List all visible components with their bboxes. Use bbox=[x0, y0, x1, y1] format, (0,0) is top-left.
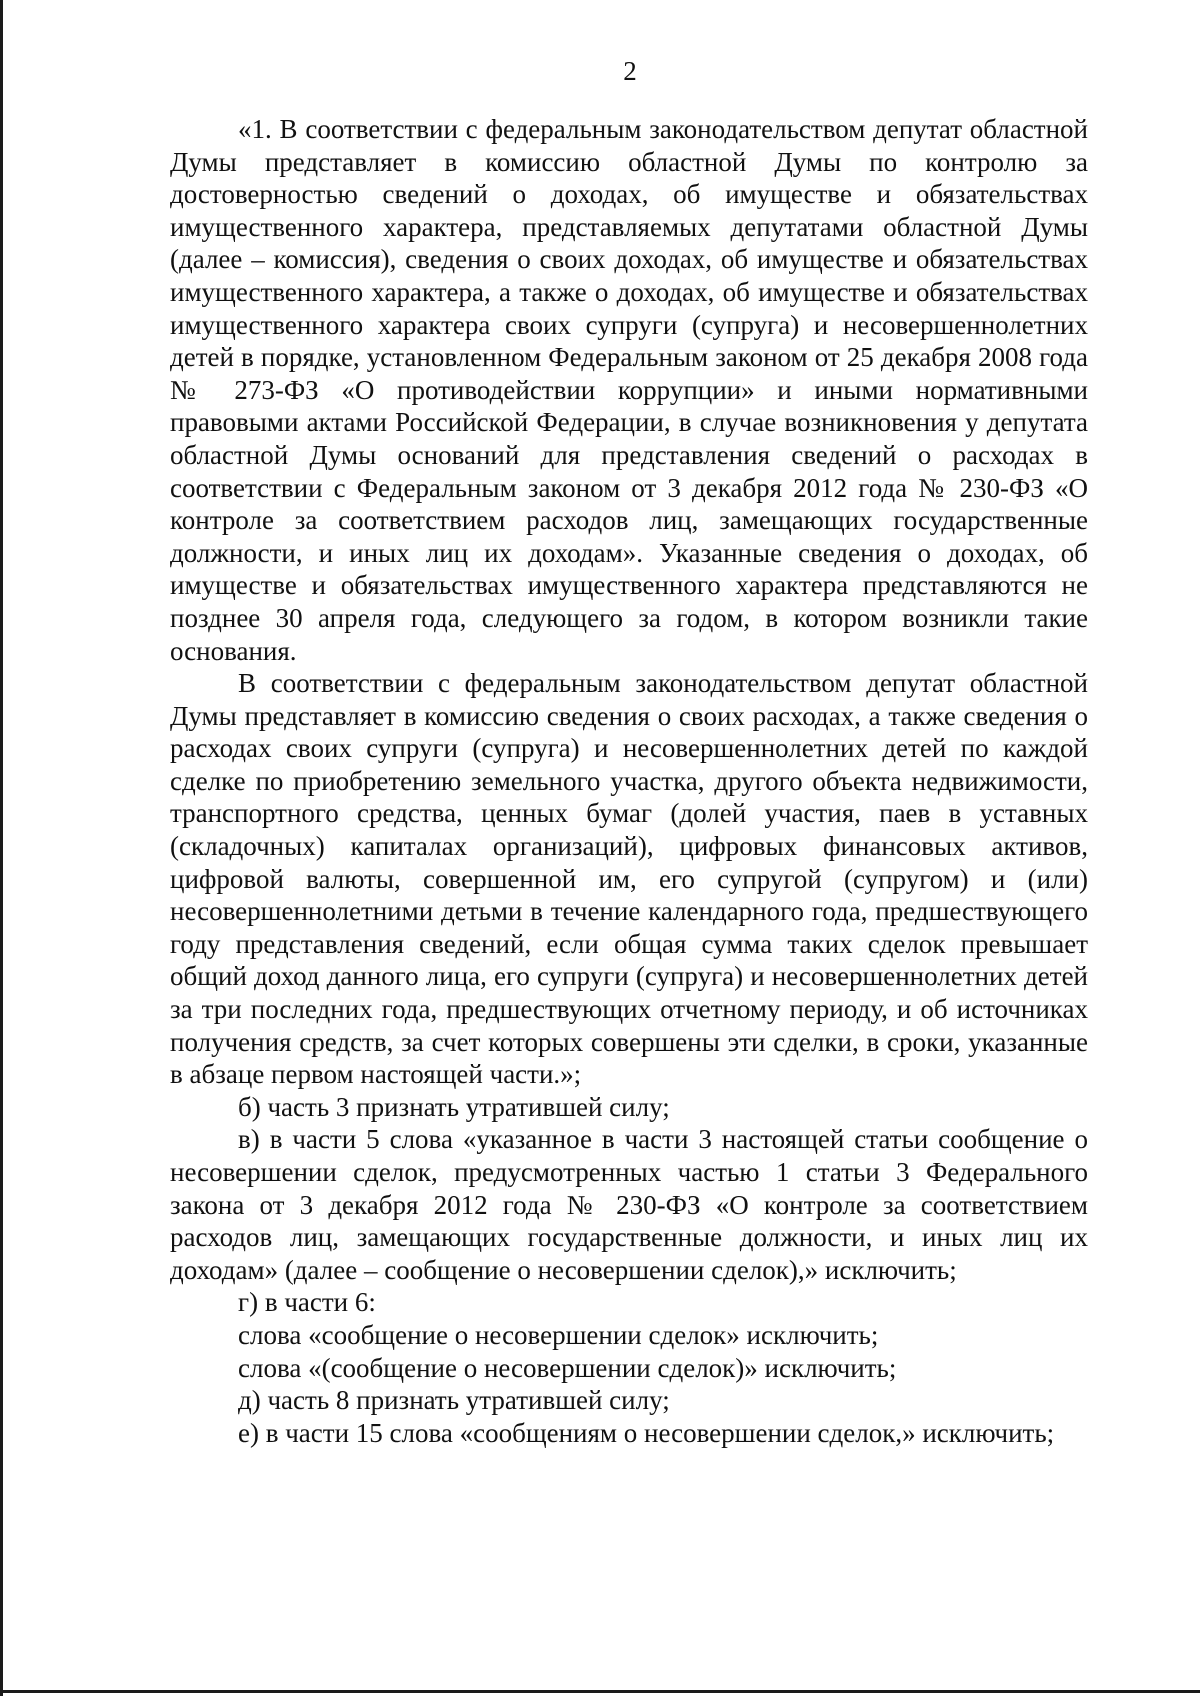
paragraph-item-g-words-1: слова «сообщение о несовершении сделок» исключить; bbox=[238, 1319, 879, 1350]
paragraph-item-g-words-2: слова «(сообщение о несовершении сделок)» исключить; bbox=[238, 1352, 897, 1383]
scan-border-left bbox=[0, 0, 3, 1696]
document-body bbox=[170, 113, 1088, 1449]
paragraph-item-e: е) в части 15 слова «сообщениям о несовершении сделок,» исключить; bbox=[238, 1417, 1055, 1448]
paragraph-expense-reporting: В соответствии с федеральным законодательством депутат областной Думы представляет в комиссию сведения о своих расходах, а также сведения о расходах своих супруги (супруга) и несовершеннолетних детей по каждой сделке по приобретению земельного участка, другого объекта недвижимости, транспортного средства, ценных бумаг (долей участия, паев в уставных (складочных) капиталах организаций), цифровых финансовых активов, цифровой валюты, совершенной им, его супругой (супругом) и (или) несовершеннолетними детьми в течение календарного года, предшествующего году представления сведений, если общая сумма таких сделок превышает общий доход данного лица, его супруги (супруга) и несовершеннолетних детей за три последних года, предшествующих отчетному периоду, и об источниках получения средств, за счет которых совершены эти сделки, в сроки, указанные в абзаце первом настоящей части.»; bbox=[170, 668, 1088, 1090]
paragraph-item-b: б) часть 3 признать утратившей силу; bbox=[238, 1091, 670, 1122]
paragraph-item-g: г) в части 6: bbox=[238, 1287, 376, 1318]
paragraph-part1-income-reporting: «1. В соответствии с федеральным законодательством депутат областной Думы представляет в комиссию областной Думы по контролю за достоверностью сведений о доходах, об имуществе и обязательствах имущественного характера, представляемых депутатами областной Думы (далее – комиссия), сведения о своих доходах, об имуществе и обязательствах имущественного характера, а также о доходах, об имуществе и обязательствах имущественного характера своих супруги (супруга) и несовершеннолетних детей в порядке, установленном Федеральным законом от 25 декабря 2008 года № 273-ФЗ «О противодействии коррупции» и иными нормативными правовыми актами Российской Федерации, в случае возникновения у депутата областной Думы оснований для представления сведений о расходах в соответствии с Федеральным законом от 3 декабря 2012 года № 230-ФЗ «О контроле за соответствием расходов лиц, замещающих государственные должности, и иных лиц их доходам». Указанные сведения о доходах, об имуществе и обязательствах имущественного характера представляются не позднее 30 апреля года, следующего за годом, в котором возникли такие основания. bbox=[170, 114, 1088, 666]
page-number: 2 bbox=[623, 56, 637, 86]
paragraph-item-v: в) в части 5 слова «указанное в части 3 настоящей статьи сообщение о несовершении сделок, предусмотренных частью 1 статьи 3 Федерального закона от 3 декабря 2012 года № 230-ФЗ «О контроле за соответствием расходов лиц, замещающих государственные должности, и иных лиц их доходам» (далее – сообщение о несовершении сделок),» исключить; bbox=[170, 1124, 1088, 1285]
scan-border-bottom bbox=[0, 1690, 1200, 1693]
paragraph-item-d: д) часть 8 признать утратившей силу; bbox=[238, 1385, 670, 1416]
